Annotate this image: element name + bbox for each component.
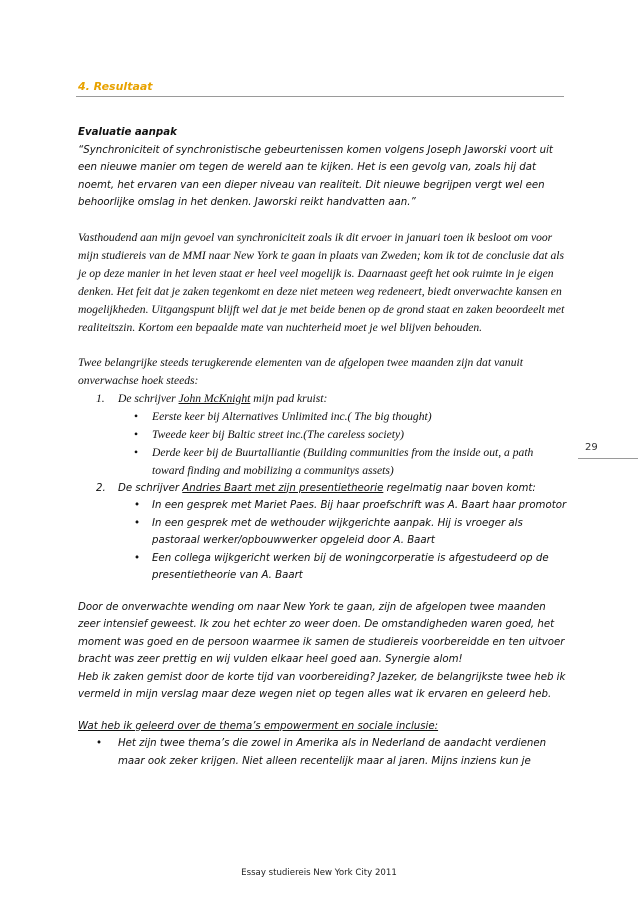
list-item: • In een gesprek met Mariet Paes. Bij haar proefschrift was A. Baart haar promotor	[134, 497, 568, 515]
bullet-icon: •	[96, 738, 103, 749]
paragraph-missed: Heb ik zaken gemist door de korte tijd van voorbereiding? Jazeker, de belangrijkste twee heb ik vermeld in mijn verslag maar deze wegen niet op tegen alles wat ik ervaren en geleerd heb.	[78, 671, 566, 700]
list-item: • Eerste keer bij Alternatives Unlimited inc.( The big thought)	[134, 408, 568, 426]
list-item: • Het zijn twee thema’s die zowel in Amerika als in Nederland de aandacht verdienen maar ook zeker krijgen. Niet alleen recentelijk maar al jaren. Mijns inziens kun je	[96, 735, 568, 770]
paragraph-new-york: Door de onverwachte wending om naar New York te gaan, zijn de afgelopen twee maanden zeer intensief geweest. Ik zou het echter zo weer doen. De omstandigheden waren goed, het moment was goed en de persoon waarmee ik samen de studiereis voorbereidde en ten uitvoer bracht was zeer prettig en wij vulden elkaar heel goed aan. Synergie alom!	[78, 601, 565, 665]
jaworski-quote: “Synchroniciteit of synchronistische gebeurtenissen komen volgens Joseph Jaworski voort uit een nieuwe manier om tegen de wereld aan te kijken. Het is een gevolg van, zoals hij dat noemt, het ervaren van een dieper niveau van realiteit. Dit nieuwe begrijpen vergt wel een behoorlijke omslag in het denken. Jaworski reikt handvatten aan.”	[78, 144, 553, 208]
bullet-icon: •	[134, 517, 141, 529]
evaluation-title: Evaluatie aanpak	[78, 127, 177, 138]
page-number: 29	[585, 442, 598, 453]
list-item: • Derde keer bij de Buurtalliantie (Building communities from the inside out, a path toward finding and mobilizing a communitys assets)	[134, 445, 534, 477]
body-text	[78, 124, 568, 770]
bullet-icon: •	[134, 427, 139, 441]
mcknight-bullets	[78, 408, 568, 480]
list-item: • In een gesprek met de wethouder wijkgerichte aanpak. Hij is vroeger als pastoraal werker/opbouwwerker opgeleid door A. Baart	[134, 515, 568, 550]
paragraph-elements-intro: Twee belangrijke steeds terugkerende elementen van de afgelopen twee maanden zijn dat vanuit onverwachse hoek steeds:	[78, 355, 523, 387]
bullet-icon: •	[134, 445, 139, 459]
list-item: • Een collega wijkgericht werken bij de woningcorperatie is afgestudeerd op de presentietheorie van A. Baart	[134, 550, 568, 585]
bullet-icon: •	[134, 500, 141, 511]
paragraph-synchronicity: Vasthoudend aan mijn gevoel van synchroniciteit zoals ik dit ervoer in januari toen ik besloot om voor mijn studiereis van de MMI naar New York te gaan in plaats van Zweden; kom ik tot de conclusie dat als je op deze manier in het leven staat er heel veel mogelijk is. Daarnaast geeft het ook ruimte in je eigen denken. Het feit dat je zaken tegenkomt en deze niet meteen weg redeneert, biedt onverwachte kansen en mogelijkheden. Uitgangspunt blijft wel dat je met beide benen op de grond staat en zaken beoordeelt met realiteitszin. Kortom een bepaalde mate van nuchterheid moet je wel blijven behouden.	[78, 230, 565, 334]
list-item: • Tweede keer bij Baltic street inc.(The careless society)	[134, 426, 568, 444]
elements-list	[78, 390, 568, 408]
bullet-icon: •	[134, 552, 141, 564]
list-number: 2.	[96, 482, 106, 494]
page-number-rule	[578, 458, 638, 459]
learned-bullets	[78, 735, 568, 770]
list-item-mcknight: 1. De schrijver John McKnight mijn pad kruist:	[78, 390, 568, 408]
list-item-baart: 2. De schrijver Andries Baart met zijn presentietheorie regelmatig naar boven komt:	[78, 480, 568, 498]
section-heading: 4. Resultaat	[78, 80, 153, 93]
list-number: 1.	[96, 391, 105, 405]
heading-rule	[76, 96, 564, 97]
author-mcknight: John McKnight	[178, 391, 251, 405]
baart-bullets	[78, 497, 568, 585]
page-footer: Essay studiereis New York City 2011	[241, 868, 397, 878]
learned-title: Wat heb ik geleerd over de thema’s empowerment en sociale inclusie:	[78, 720, 439, 732]
elements-list-2	[78, 480, 568, 498]
bullet-icon: •	[134, 409, 139, 423]
author-baart: Andries Baart met zijn presentietheorie	[182, 482, 384, 494]
